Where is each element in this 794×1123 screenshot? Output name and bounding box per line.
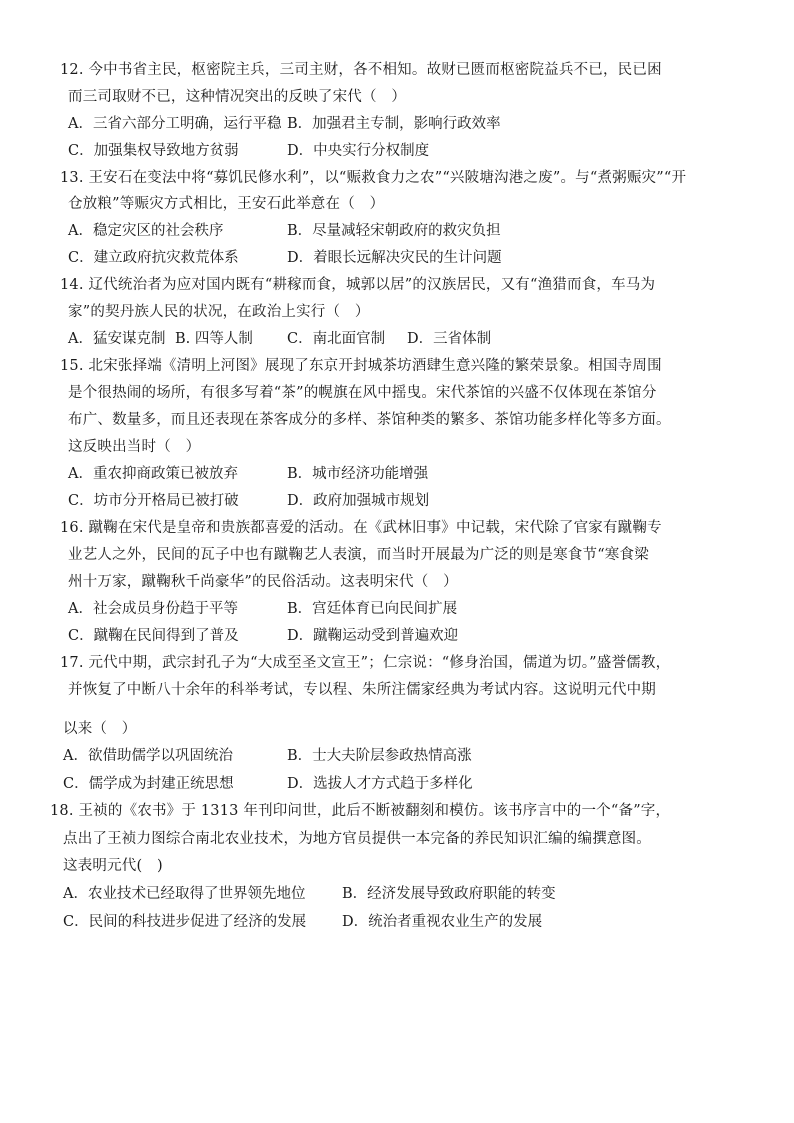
option-b: B．城市经济功能增强	[287, 466, 429, 482]
option-c: C．坊市分开格局已被打破	[68, 493, 239, 509]
option-b: B．士大夫阶层参政热情高涨	[287, 748, 472, 764]
option-a: A．稳定灾区的社会秩序	[68, 223, 224, 239]
question-stem-line: 点出了王祯力图综合南北农业技术，为地方官员提供一本完备的养民知识汇编的编撰意图。	[63, 831, 651, 847]
question-stem-line: 18. 王祯的《农书》于 1313 年刊印问世，此后不断被翻刻和模仿。该书序言中的一个“备”字，	[50, 803, 671, 819]
option-d: D．政府加强城市规划	[287, 493, 430, 509]
option-a: A．社会成员身份趋于平等	[68, 601, 238, 617]
question-stem-line: 并恢复了中断八十余年的科举考试，专以程、朱所注儒家经典为考试内容。这说明元代中期	[68, 682, 656, 698]
option-c: C．蹴鞠在民间得到了普及	[68, 628, 239, 644]
question-stem-line: 15. 北宋张择端《清明上河图》展现了东京开封城茶坊酒肆生意兴隆的繁荣景象。相国寺周围	[60, 358, 662, 374]
question-stem-line: 17. 元代中期，武宗封孔子为“大成至圣文宣王”；仁宗说：“修身治国，儒道为切。”盛誉儒教，	[60, 655, 671, 671]
question-stem-line: 布广、数量多，而且还表现在茶客成分的多样、茶馆种类的繁多、茶馆功能多样化等多方面。	[68, 412, 671, 428]
option-d: D．着眼长远解决灾民的生计问题	[287, 250, 502, 266]
question-stem-line: 而三司取财不已，这种情况突出的反映了宋代（ ）	[68, 89, 407, 105]
option-a: A．重农抑商政策已被放弃	[68, 466, 238, 482]
option-b: B．经济发展导致政府职能的转变	[342, 886, 556, 902]
option-c: C．加强集权导致地方贫弱	[68, 143, 239, 159]
option-d: D．统治者重视农业生产的发展	[342, 914, 543, 930]
option-b: B．尽量减轻宋朝政府的救灾负担	[287, 223, 501, 239]
option-d: D．选拔人才方式趋于多样化	[287, 776, 473, 792]
option-c: C．南北面官制	[287, 331, 386, 347]
option-a: A．猛安谋克制	[68, 331, 166, 347]
option-b: B. 四等人制	[175, 331, 253, 347]
option-a: A．欲借助儒学以巩固统治	[63, 748, 233, 764]
question-stem-line: 仓放粮”等赈灾方式相比，王安石此举意在（ ）	[68, 196, 385, 212]
option-c: C．民间的科技进步促进了经济的发展	[63, 914, 307, 930]
option-d: D．三省体制	[407, 331, 492, 347]
question-stem-line: 州十万家，蹴鞠秋千尚豪华”的民俗活动。这表明宋代（ ）	[68, 574, 458, 590]
option-d: D．蹴鞠运动受到普遍欢迎	[287, 628, 459, 644]
question-stem-line: 这表明元代( )	[63, 858, 163, 874]
option-c: C．建立政府抗灾救荒体系	[68, 250, 239, 266]
question-stem-line: 12. 今中书省主民，枢密院主兵，三司主财，各不相知。故财已匮而枢密院益兵不已，民已困	[60, 62, 662, 78]
question-stem-line: 16. 蹴鞠在宋代是皇帝和贵族都喜爱的活动。在《武林旧事》中记载，宋代除了官家有蹴鞠专	[60, 520, 662, 536]
option-a: A．三省六部分工明确，运行平稳	[68, 116, 282, 132]
option-b: B．宫廷体育已向民间扩展	[287, 601, 458, 617]
question-stem-line: 是个很热闹的场所，有很多写着“茶”的幌旗在风中摇曳。宋代茶馆的兴盛不仅体现在茶馆分	[68, 385, 657, 401]
option-d: D．中央实行分权制度	[287, 143, 430, 159]
option-c: C．儒学成为封建正统思想	[63, 776, 234, 792]
question-stem-line: 家”的契丹族人民的状况，在政治上实行（ ）	[68, 304, 370, 320]
question-stem-line: 业艺人之外，民间的瓦子中也有蹴鞠艺人表演，而当时开展最为广泛的则是寒食节“寒食梁	[68, 547, 649, 563]
question-stem-line: 13. 王安石在变法中将“募饥民修水利”，以“赈救食力之农”“兴陂塘沟港之废”。与“煮粥赈灾”“开	[60, 170, 687, 186]
question-stem-line: 14. 辽代统治者为应对国内既有“耕稼而食，城郭以居”的汉族居民，又有“渔猎而食，车马为	[60, 277, 656, 293]
option-b: B．加强君主专制，影响行政效率	[287, 116, 501, 132]
option-a: A．农业技术已经取得了世界领先地位	[63, 886, 306, 902]
question-stem-line: 以来（ ）	[63, 721, 137, 737]
question-stem-line: 这反映出当时（ ）	[68, 439, 201, 455]
